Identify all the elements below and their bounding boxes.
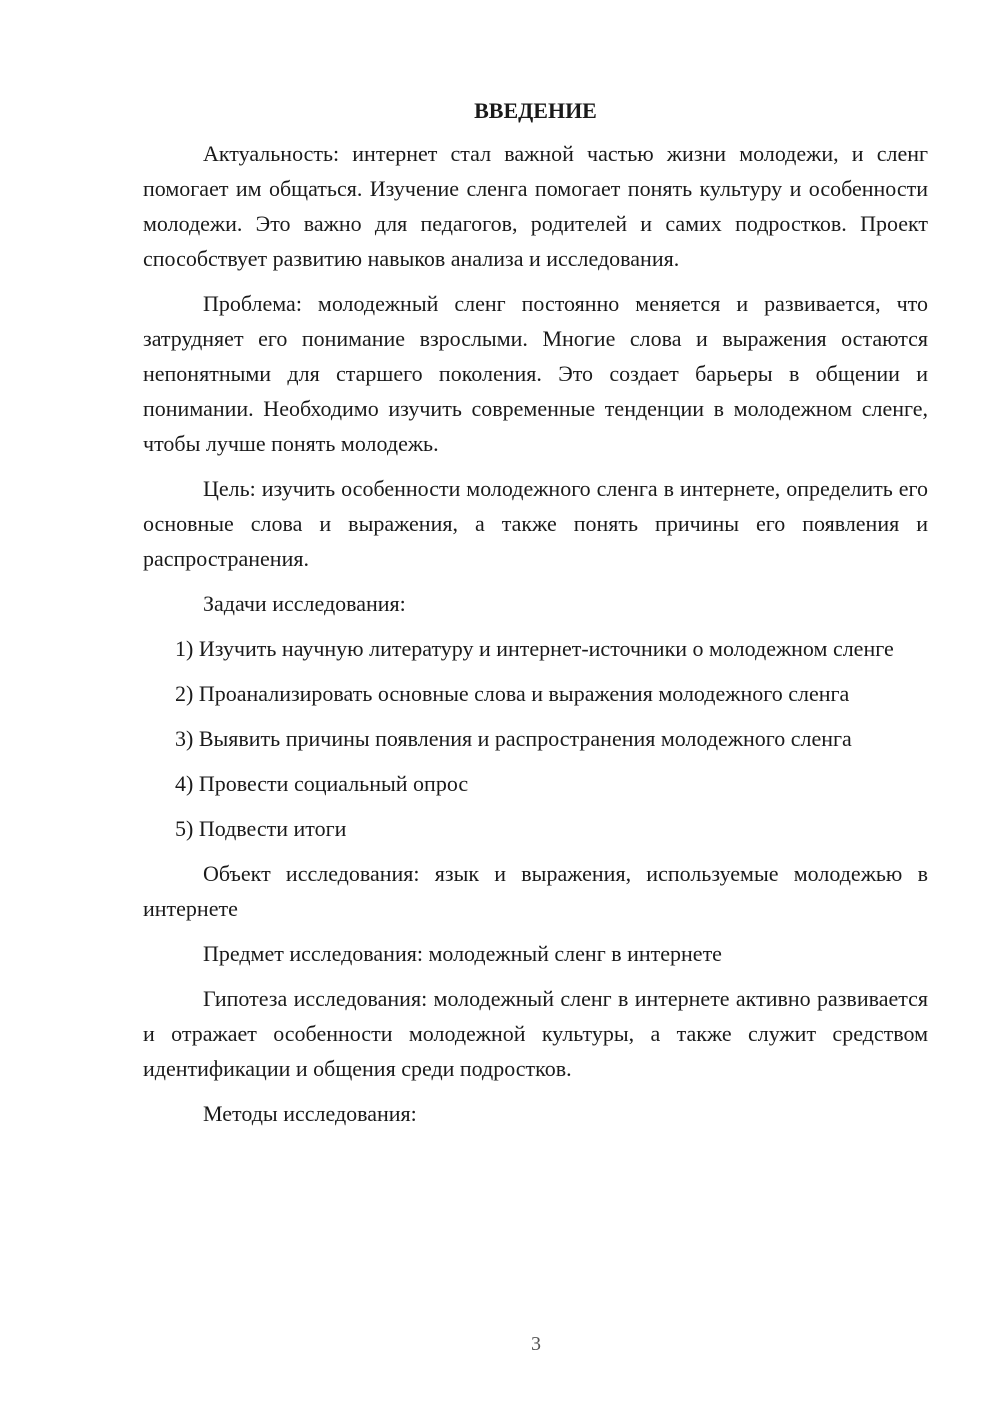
paragraph-problem: Проблема: молодежный сленг постоянно меняется и развивается, что затрудняет его понимание взрослыми. Многие слова и выражения остаются непонятными для старшего поколения. Это создает барьеры в общении и понимании. Необходимо изучить современные тенденции в молодежном сленге, чтобы лучше понять молодежь. bbox=[143, 291, 928, 456]
task-item-3: 3) Выявить причины появления и распространения молодежного сленга bbox=[175, 726, 852, 751]
paragraph-relevance: Актуальность: интернет стал важной частью жизни молодежи, и сленг помогает им общаться. Изучение сленга помогает понять культуру и особенности молодежи. Это важно для педагогов, родителей и самих подростков. Проект способствует развитию навыков анализа и исследования. bbox=[143, 141, 928, 271]
task-item-1: 1) Изучить научную литературу и интернет-источники о молодежном сленге bbox=[175, 636, 894, 661]
page-number: 3 bbox=[531, 1333, 541, 1355]
document-body bbox=[143, 96, 928, 1141]
paragraph-methods: Методы исследования: bbox=[203, 1101, 417, 1126]
section-title: ВВЕДЕНИЕ bbox=[474, 98, 597, 123]
paragraph-subject: Предмет исследования: молодежный сленг в интернете bbox=[203, 941, 722, 966]
task-item-5: 5) Подвести итоги bbox=[175, 816, 347, 841]
paragraph-hypothesis: Гипотеза исследования: молодежный сленг в интернете активно развивается и отражает особенности молодежной культуры, а также служит средством идентификации и общения среди подростков. bbox=[143, 986, 928, 1081]
paragraph-goal: Цель: изучить особенности молодежного сленга в интернете, определить его основные слова и выражения, а также понять причины его появления и распространения. bbox=[143, 476, 928, 571]
paragraph-tasks-heading: Задачи исследования: bbox=[203, 591, 406, 616]
task-item-4: 4) Провести социальный опрос bbox=[175, 771, 469, 796]
task-item-2: 2) Проанализировать основные слова и выражения молодежного сленга bbox=[175, 681, 850, 706]
paragraph-object: Объект исследования: язык и выражения, используемые молодежью в интернете bbox=[143, 861, 928, 921]
